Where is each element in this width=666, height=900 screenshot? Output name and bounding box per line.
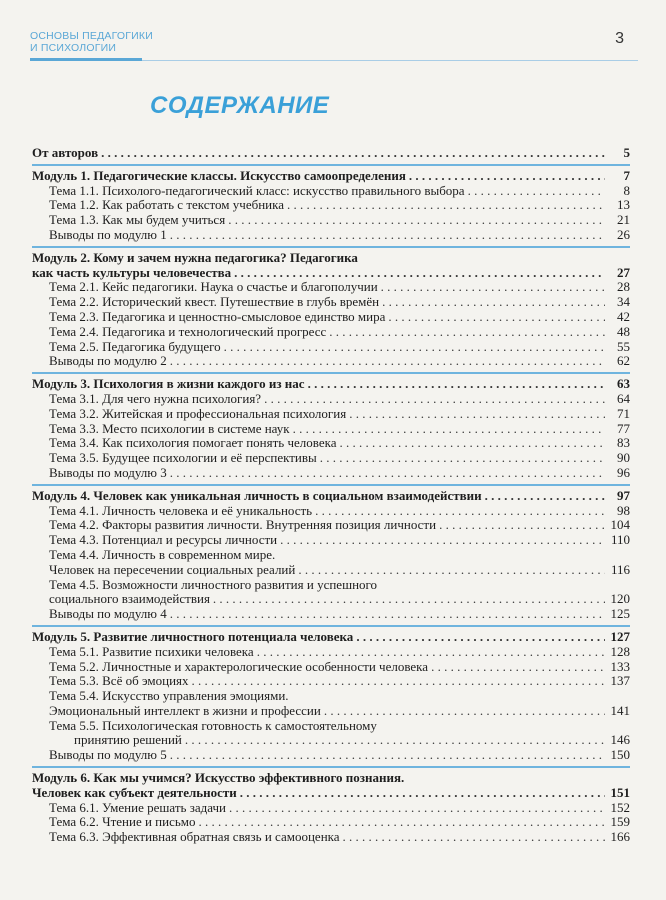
toc-dot-leader xyxy=(431,660,605,675)
toc-entry-title: Тема 4.3. Потенциал и ресурсы личности xyxy=(49,532,278,548)
toc-entry-title: Тема 2.1. Кейс педагогики. Наука о счастье и благополучии xyxy=(49,279,378,295)
toc-page-number: 63 xyxy=(617,376,630,392)
toc-topic-entry[interactable] xyxy=(32,801,630,816)
toc-entry-title: Тема 2.5. Педагогика будущего xyxy=(49,338,221,354)
toc-topic-entry[interactable] xyxy=(32,354,630,369)
toc-topic-entry[interactable] xyxy=(32,830,630,845)
toc-entry-title: Тема 1.2. Как работать с текстом учебника xyxy=(49,197,285,213)
toc-topic-entry[interactable] xyxy=(32,184,630,199)
toc-topic-entry[interactable] xyxy=(32,228,630,243)
toc-entry-title: Тема 5.2. Личностные и характерологические особенности человека xyxy=(49,658,429,674)
toc-entry-title: Модуль 3. Психология в жизни каждого из нас xyxy=(32,376,305,392)
toc-topic-entry[interactable] xyxy=(32,295,630,310)
toc-dot-leader xyxy=(257,645,605,660)
toc-page-number: 137 xyxy=(610,673,630,689)
toc-topic-entry[interactable] xyxy=(32,592,630,607)
toc-entry-title: Тема 2.3. Педагогика и ценностно-смысловое единство мира xyxy=(49,308,386,324)
toc-entry-title: Модуль 5. Развитие личностного потенциала человека xyxy=(32,628,354,644)
book-title-line2: И ПСИХОЛОГИИ xyxy=(30,42,117,54)
toc-entry-title: Выводы по модулю 5 xyxy=(49,747,167,763)
toc-dot-leader xyxy=(185,733,605,748)
toc-dot-leader xyxy=(170,466,605,481)
toc-dot-leader xyxy=(329,325,605,340)
toc-dot-leader xyxy=(315,504,605,519)
toc-page-number: 166 xyxy=(610,829,630,845)
toc-page-number: 151 xyxy=(610,784,630,800)
toc-topic-entry[interactable] xyxy=(32,563,630,578)
toc-page-number: 96 xyxy=(617,464,630,480)
toc-dot-leader xyxy=(240,786,605,801)
toc-entry-title: Тема 5.5. Психологическая готовность к самостоятельному xyxy=(49,717,377,733)
toc-entry-title: Тема 1.1. Психолого-педагогический класс: искусство правильного выбора xyxy=(49,182,465,198)
toc-dot-leader xyxy=(229,801,605,816)
toc-dot-leader xyxy=(170,354,605,369)
toc-entry-title: Человек на пересечении социальных реалий xyxy=(49,561,296,577)
toc-entry-title: Тема 3.3. Место психологии в системе наук xyxy=(49,420,290,436)
toc-page-number: 26 xyxy=(617,226,630,242)
toc-dot-leader xyxy=(409,169,605,184)
toc-entry-title: Выводы по модулю 4 xyxy=(49,606,167,622)
toc-page-number: 116 xyxy=(610,561,630,577)
toc-entry-title: Тема 3.5. Будущее психологии и её перспективы xyxy=(49,450,317,466)
toc-entry-title: Эмоциональный интеллект в жизни и профессии xyxy=(49,702,321,718)
toc-module-entry[interactable] xyxy=(32,630,630,645)
toc-page-number: 5 xyxy=(623,145,630,160)
toc-dot-leader xyxy=(287,198,605,213)
toc-entry-title: Выводы по модулю 1 xyxy=(49,226,167,242)
toc-page-number: 28 xyxy=(617,279,630,295)
toc-topic-entry[interactable] xyxy=(32,748,630,763)
toc-entry-title: От авторов xyxy=(32,145,99,160)
toc-entry-title: Тема 5.4. Искусство управления эмоциями. xyxy=(49,688,289,704)
toc-dot-leader xyxy=(298,563,605,578)
toc-topic-entry[interactable] xyxy=(32,689,630,704)
toc-entry-title: Модуль 1. Педагогические классы. Искусство самоопределения xyxy=(32,167,406,183)
running-header xyxy=(0,0,666,70)
toc-entry-title: Тема 3.1. Для чего нужна психология? xyxy=(49,390,262,406)
toc-dot-leader xyxy=(320,451,605,466)
toc-topic-entry[interactable] xyxy=(32,704,630,719)
toc-page-number: 150 xyxy=(610,747,630,763)
toc-dot-leader xyxy=(343,830,605,845)
toc-dot-leader xyxy=(356,630,605,645)
toc-entry-title: как часть культуры человечества xyxy=(32,264,232,280)
toc-dot-leader xyxy=(170,228,605,243)
toc-dot-leader xyxy=(293,422,605,437)
table-of-contents xyxy=(32,146,630,845)
toc-module-entry[interactable] xyxy=(32,771,630,786)
toc-dot-leader xyxy=(388,310,605,325)
toc-dot-leader xyxy=(468,184,605,199)
book-title xyxy=(30,30,153,54)
toc-topic-entry[interactable] xyxy=(32,436,630,451)
toc-page-number: 62 xyxy=(617,353,630,369)
toc-entry-title: Тема 4.2. Факторы развития личности. Внутренняя позиция личности xyxy=(49,517,437,533)
page-number: 3 xyxy=(615,30,624,47)
toc-topic-entry[interactable] xyxy=(32,815,630,830)
toc-module-entry[interactable] xyxy=(32,169,630,184)
toc-dot-leader xyxy=(170,607,605,622)
toc-entry-title: Тема 3.2. Житейская и профессиональная психология xyxy=(49,405,347,421)
toc-topic-entry[interactable] xyxy=(32,422,630,437)
toc-title: СОДЕРЖАНИЕ xyxy=(150,92,330,119)
toc-entry-title: Человек как субъект деятельности xyxy=(32,784,237,800)
toc-module-entry[interactable] xyxy=(32,489,630,504)
toc-dot-leader xyxy=(381,280,605,295)
toc-topic-entry[interactable] xyxy=(32,719,630,734)
toc-page-number: 55 xyxy=(617,338,630,354)
header-accent-bar xyxy=(30,58,142,61)
toc-entry-title: Тема 4.5. Возможности личностного развития и успешного xyxy=(49,576,378,592)
toc-dot-leader xyxy=(382,295,605,310)
toc-entry-title: принятию решений xyxy=(74,732,182,748)
toc-module-entry[interactable] xyxy=(32,146,630,161)
toc-entry-title: Тема 5.1. Развитие психики человека xyxy=(49,643,254,659)
toc-entry-title: Тема 6.3. Эффективная обратная связь и самооценка xyxy=(49,829,340,845)
toc-page-number: 90 xyxy=(617,450,630,466)
toc-entry-title: Тема 6.2. Чтение и письмо xyxy=(49,814,196,830)
toc-entry-title: Выводы по модулю 2 xyxy=(49,353,167,369)
toc-dot-leader xyxy=(340,436,606,451)
toc-page-number: 13 xyxy=(617,197,630,213)
toc-module-entry[interactable] xyxy=(32,377,630,392)
toc-module-entry[interactable] xyxy=(32,786,630,801)
toc-dot-leader xyxy=(324,704,605,719)
toc-dot-leader xyxy=(224,340,605,355)
toc-page-number: 77 xyxy=(617,420,630,436)
toc-dot-leader xyxy=(199,815,605,830)
toc-topic-entry[interactable] xyxy=(32,213,630,228)
book-title-line1: ОСНОВЫ ПЕДАГОГИКИ xyxy=(30,30,153,42)
toc-page-number: 71 xyxy=(617,405,630,421)
toc-dot-leader xyxy=(280,533,605,548)
toc-topic-entry[interactable] xyxy=(32,578,630,593)
toc-page-number: 97 xyxy=(617,487,630,503)
toc-page-number: 7 xyxy=(623,167,630,183)
toc-dot-leader xyxy=(228,213,605,228)
toc-page-number: 125 xyxy=(610,606,630,622)
toc-module-entry[interactable] xyxy=(32,266,630,281)
toc-entry-title: Тема 2.2. Исторический квест. Путешествие в глубь времён xyxy=(49,294,380,310)
toc-page-number: 104 xyxy=(610,517,630,533)
toc-entry-title: Модуль 4. Человек как уникальная личность в социальном взаимодействии xyxy=(32,487,482,503)
toc-dot-leader xyxy=(170,748,605,763)
toc-dot-leader xyxy=(439,518,605,533)
toc-topic-entry[interactable] xyxy=(32,310,630,325)
toc-dot-leader xyxy=(485,489,605,504)
toc-page-number: 83 xyxy=(617,435,630,451)
toc-page-number: 42 xyxy=(617,308,630,324)
toc-topic-entry[interactable] xyxy=(32,466,630,481)
toc-entry-title: социального взаимодействия xyxy=(49,591,210,607)
toc-page-number: 120 xyxy=(610,591,630,607)
toc-topic-entry[interactable] xyxy=(32,645,630,660)
toc-dot-leader xyxy=(234,266,605,281)
toc-page-number: 48 xyxy=(617,323,630,339)
toc-dot-leader xyxy=(101,146,605,161)
toc-page-number: 21 xyxy=(617,212,630,228)
toc-entry-title: Тема 6.1. Умение решать задачи xyxy=(49,799,226,815)
toc-topic-entry[interactable] xyxy=(32,451,630,466)
toc-dot-leader xyxy=(264,392,605,407)
toc-entry-title: Тема 2.4. Педагогика и технологический прогресс xyxy=(49,323,327,339)
toc-page-number: 34 xyxy=(617,294,630,310)
toc-page-number: 98 xyxy=(617,502,630,518)
toc-entry-title: Тема 1.3. Как мы будем учиться xyxy=(49,212,226,228)
toc-entry-title: Тема 4.1. Личность человека и её уникальность xyxy=(49,502,313,518)
toc-topic-entry[interactable] xyxy=(32,198,630,213)
toc-page-number: 64 xyxy=(617,390,630,406)
toc-page-number: 159 xyxy=(610,814,630,830)
toc-page-number: 110 xyxy=(610,532,630,548)
toc-entry-title: Модуль 6. Как мы учимся? Искусство эффективного познания. xyxy=(32,770,405,786)
toc-page-number: 128 xyxy=(610,643,630,659)
toc-entry-title: Тема 5.3. Всё об эмоциях xyxy=(49,673,189,689)
toc-entry-title: Модуль 2. Кому и зачем нужна педагогика? Педагогика xyxy=(32,249,358,265)
toc-dot-leader xyxy=(213,592,605,607)
toc-topic-entry[interactable] xyxy=(32,518,630,533)
toc-entry-title: Тема 3.4. Как психология помогает понять человека xyxy=(49,435,337,451)
toc-entry-title: Выводы по модулю 3 xyxy=(49,464,167,480)
toc-topic-entry[interactable] xyxy=(32,533,630,548)
toc-page-number: 8 xyxy=(623,182,630,198)
toc-dot-leader xyxy=(192,674,605,689)
toc-topic-entry[interactable] xyxy=(32,325,630,340)
toc-topic-entry[interactable] xyxy=(32,548,630,563)
toc-dot-leader xyxy=(308,377,605,392)
toc-page-number: 152 xyxy=(610,799,630,815)
toc-module-entry[interactable] xyxy=(32,251,630,266)
toc-topic-entry[interactable] xyxy=(32,607,630,622)
toc-page-number: 141 xyxy=(610,702,630,718)
toc-topic-entry[interactable] xyxy=(32,733,630,748)
toc-page-number: 133 xyxy=(610,658,630,674)
toc-entry-title: Тема 4.4. Личность в современном мире. xyxy=(49,546,276,562)
toc-page-number: 146 xyxy=(610,732,630,748)
toc-page-number: 27 xyxy=(617,264,630,280)
toc-dot-leader xyxy=(349,407,605,422)
toc-topic-entry[interactable] xyxy=(32,340,630,355)
toc-page-number: 127 xyxy=(610,628,630,644)
toc-topic-entry[interactable] xyxy=(32,392,630,407)
toc-topic-entry[interactable] xyxy=(32,280,630,295)
toc-topic-entry[interactable] xyxy=(32,674,630,689)
toc-topic-entry[interactable] xyxy=(32,407,630,422)
toc-topic-entry[interactable] xyxy=(32,660,630,675)
toc-topic-entry[interactable] xyxy=(32,504,630,519)
